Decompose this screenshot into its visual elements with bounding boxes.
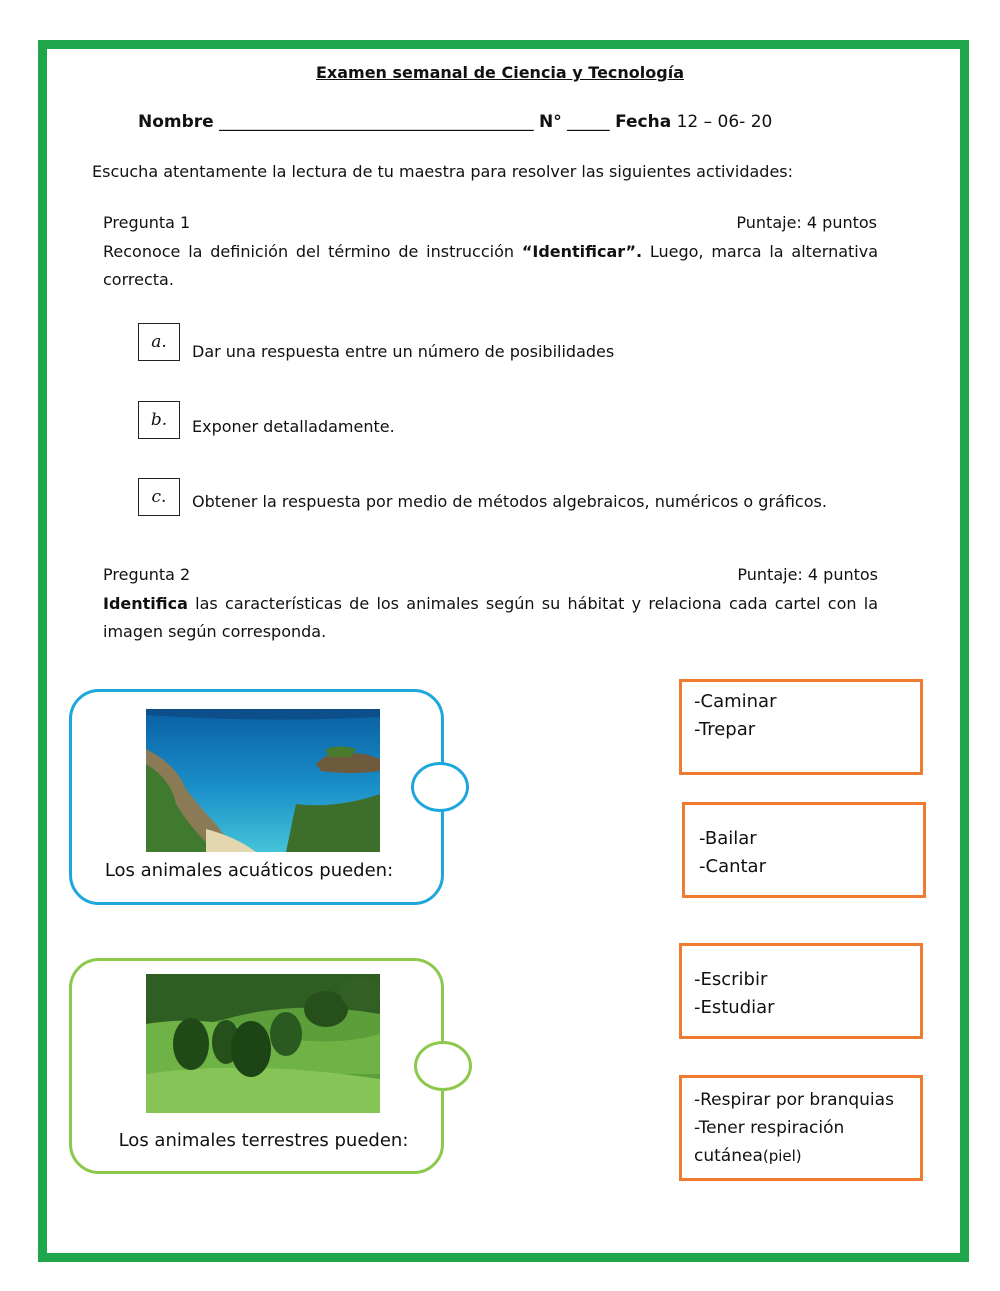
q1-label: Pregunta 1 (103, 213, 191, 232)
option-a-text: Dar una respuesta entre un número de posibilidades (192, 342, 615, 361)
answer-4-line-3-small: (piel) (762, 1147, 802, 1165)
option-c-box[interactable]: c. (138, 478, 180, 516)
name-label: Nombre (138, 112, 214, 132)
terrestrial-connector-dot[interactable] (414, 1041, 472, 1091)
answer-4-line-1: -Respirar por branquias (694, 1090, 894, 1110)
answer-2-line-2: -Cantar (699, 856, 766, 877)
terrestrial-caption: Los animales terrestres pueden: (118, 1130, 409, 1151)
option-b-box[interactable]: b. (138, 401, 180, 439)
student-info-row (138, 112, 772, 132)
date-label: Fecha (615, 112, 672, 132)
option-c-text: Obtener la respuesta por medio de métodos algebraicos, numéricos o gráficos. (192, 492, 827, 511)
aquatic-connector-dot[interactable] (411, 762, 469, 812)
q2-text-after: las características de los animales según su hábitat y relaciona cada cartel con la imagen según corresponda. (103, 594, 878, 641)
answer-box-write-study[interactable] (679, 943, 923, 1039)
number-blank[interactable]: _____ (567, 112, 610, 132)
name-blank[interactable]: _____________________________________ (219, 112, 534, 132)
number-label: N° (539, 112, 562, 132)
sea-coast-photo (146, 709, 380, 852)
q1-text-before: Reconoce la definición del término de instrucción (103, 242, 522, 261)
instructions: Escucha atentamente la lectura de tu maestra para resolver las siguientes actividades: (92, 162, 794, 181)
q2-text (103, 590, 878, 646)
answer-1-line-1: -Caminar (694, 691, 777, 712)
answer-box-dance-sing[interactable] (682, 802, 926, 898)
answer-box-walk-climb[interactable] (679, 679, 923, 775)
green-meadow-photo (146, 974, 380, 1113)
answer-1-line-2: -Trepar (694, 719, 756, 740)
q1-text-after: Luego, marca la alternativa correcta. (103, 242, 879, 289)
q1-text-bold: “Identificar”. (521, 242, 643, 261)
answer-2-line-1: -Bailar (699, 828, 757, 849)
answer-4-line-3 (694, 1142, 920, 1170)
option-b-text: Exponer detalladamente. (192, 417, 395, 436)
answer-3-line-2: -Estudiar (694, 997, 775, 1018)
aquatic-caption: Los animales acuáticos pueden: (104, 860, 394, 881)
answer-box-gills-skin[interactable] (679, 1075, 923, 1181)
page-title: Examen semanal de Ciencia y Tecnología (315, 63, 684, 82)
answer-4-line-3-main: cutánea (694, 1146, 763, 1166)
date-value: 12 – 06- 20 (676, 112, 773, 132)
answer-4-line-2: -Tener respiración (694, 1118, 845, 1138)
answer-3-line-1: -Escribir (694, 969, 768, 990)
q1-score: Puntaje: 4 puntos (736, 213, 877, 232)
option-a-box[interactable]: a. (138, 323, 180, 361)
q2-label: Pregunta 2 (103, 565, 191, 584)
q2-score: Puntaje: 4 puntos (737, 565, 878, 584)
q2-text-bold: Identifica (103, 594, 188, 613)
q1-text (103, 238, 878, 294)
